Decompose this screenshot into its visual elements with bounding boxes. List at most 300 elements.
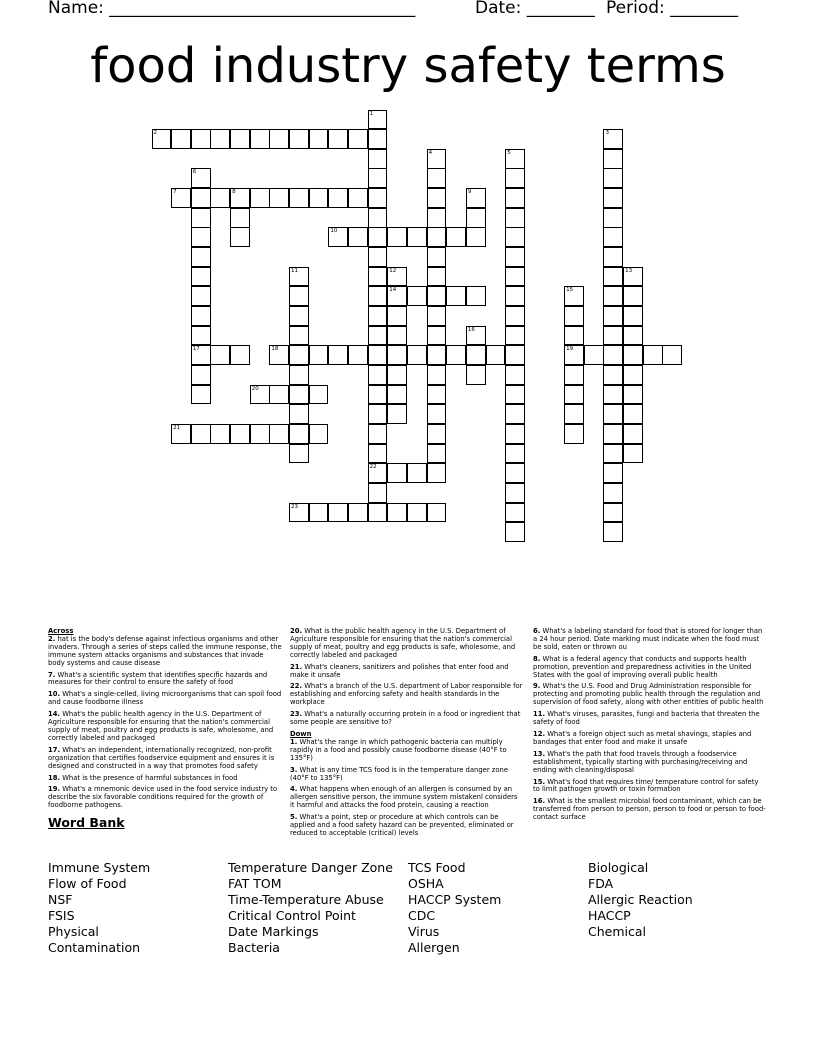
grid-cell[interactable] bbox=[643, 345, 663, 365]
grid-cell[interactable] bbox=[387, 286, 407, 306]
grid-cell[interactable] bbox=[191, 208, 211, 228]
grid-cell[interactable] bbox=[564, 365, 584, 385]
clue-number: 12. bbox=[533, 729, 546, 738]
grid-cell[interactable] bbox=[466, 286, 486, 306]
word-bank-item: HACCP System bbox=[408, 892, 502, 907]
grid-cell[interactable] bbox=[348, 345, 368, 365]
across-heading: Across bbox=[48, 627, 74, 635]
grid-cell[interactable] bbox=[348, 129, 368, 149]
grid-cell[interactable] bbox=[289, 424, 309, 444]
clue-text: What's an independent, internationally recognized, non-profit organization that certifies foodservice equipment and ensures it is designed and constructed in a way that promotes food safety bbox=[48, 745, 275, 770]
word-bank-item: Biological bbox=[588, 860, 649, 875]
grid-cell[interactable] bbox=[505, 168, 525, 188]
clue-text: hat is the body's defense against infectious organisms and other invaders. Through a series of steps called the immune response, the immune system attacks organisms and substances that invade body systems and cause disease bbox=[48, 634, 282, 667]
grid-cell[interactable] bbox=[407, 503, 427, 523]
grid-cell[interactable] bbox=[603, 286, 623, 306]
grid-cell[interactable] bbox=[505, 286, 525, 306]
grid-cell[interactable] bbox=[368, 188, 388, 208]
grid-cell[interactable] bbox=[289, 404, 309, 424]
clue-item bbox=[533, 628, 767, 652]
grid-cell[interactable] bbox=[368, 306, 388, 326]
grid-cell[interactable] bbox=[152, 129, 172, 149]
clue-text: What's the range in which pathogenic bacteria can multiply rapidly in a food and possibly cause foodborne disease (40°F to 135°F) bbox=[290, 737, 507, 762]
clues-column-3 bbox=[533, 628, 767, 826]
grid-cell[interactable] bbox=[623, 306, 643, 326]
grid-cell[interactable] bbox=[427, 365, 447, 385]
grid-cell[interactable] bbox=[603, 463, 623, 483]
grid-cell[interactable] bbox=[387, 503, 407, 523]
grid-cell[interactable] bbox=[368, 149, 388, 169]
grid-cell[interactable] bbox=[210, 424, 230, 444]
grid-cell[interactable] bbox=[269, 385, 289, 405]
grid-cell[interactable] bbox=[328, 345, 348, 365]
grid-cell[interactable] bbox=[505, 424, 525, 444]
grid-cell[interactable] bbox=[368, 444, 388, 464]
grid-cell[interactable] bbox=[191, 168, 211, 188]
grid-cell[interactable] bbox=[191, 345, 211, 365]
page-title: food industry safety terms bbox=[90, 38, 726, 94]
grid-cell[interactable] bbox=[289, 444, 309, 464]
clue-item bbox=[48, 711, 282, 743]
grid-cell[interactable] bbox=[427, 286, 447, 306]
grid-cell[interactable] bbox=[368, 208, 388, 228]
word-bank-item: Date Markings bbox=[228, 924, 319, 939]
clues-column-2 bbox=[290, 628, 524, 842]
period-field[interactable]: Period: ________ bbox=[606, 0, 739, 18]
word-bank-item: CDC bbox=[408, 908, 436, 923]
grid-cell[interactable] bbox=[191, 286, 211, 306]
clue-text: What's a naturally occurring protein in a food or ingredient that some people are sensitive to? bbox=[290, 710, 521, 727]
clue-number: 9 bbox=[467, 189, 472, 196]
grid-cell[interactable] bbox=[623, 326, 643, 346]
clue-item bbox=[48, 672, 282, 688]
grid-cell[interactable] bbox=[328, 129, 348, 149]
clue-number: 10 bbox=[330, 228, 338, 235]
clue-text: What's a scientific system that identifies specific hazards and measures for their control to ensure the safety of food bbox=[48, 670, 268, 687]
grid-cell[interactable] bbox=[505, 267, 525, 287]
grid-cell[interactable] bbox=[427, 188, 447, 208]
grid-cell[interactable] bbox=[427, 463, 447, 483]
clue-item bbox=[533, 751, 767, 775]
grid-cell[interactable] bbox=[564, 306, 584, 326]
clue-number: 23 bbox=[291, 503, 299, 510]
grid-cell[interactable] bbox=[269, 129, 289, 149]
clue-number: 20. bbox=[290, 627, 303, 635]
clue-item bbox=[533, 731, 767, 747]
grid-cell[interactable] bbox=[289, 503, 309, 523]
grid-cell[interactable] bbox=[348, 188, 368, 208]
grid-cell[interactable] bbox=[309, 129, 329, 149]
clue-item bbox=[48, 775, 282, 783]
grid-cell[interactable] bbox=[603, 385, 623, 405]
grid-cell[interactable] bbox=[623, 345, 643, 365]
word-bank-item: NSF bbox=[48, 892, 73, 907]
grid-cell[interactable] bbox=[368, 424, 388, 444]
down-heading: Down bbox=[290, 729, 312, 738]
clue-number: 3. bbox=[290, 765, 298, 774]
grid-cell[interactable] bbox=[662, 345, 682, 365]
clue-number: 17 bbox=[192, 346, 200, 353]
clue-text: What is the smallest microbial food contaminant, which can be transferred from person to person, person to food or person to food-contact surface bbox=[533, 797, 766, 822]
clue-item bbox=[290, 739, 524, 763]
grid-cell[interactable] bbox=[505, 522, 525, 542]
grid-cell[interactable] bbox=[210, 188, 230, 208]
grid-cell[interactable] bbox=[368, 345, 388, 365]
grid-cell[interactable] bbox=[623, 286, 643, 306]
clue-item bbox=[290, 786, 524, 810]
grid-cell[interactable] bbox=[171, 424, 191, 444]
grid-cell[interactable] bbox=[446, 286, 466, 306]
grid-cell[interactable] bbox=[368, 503, 388, 523]
grid-cell[interactable] bbox=[603, 227, 623, 247]
clue-number: 10. bbox=[48, 690, 61, 699]
clue-number: 22 bbox=[369, 464, 377, 471]
grid-cell[interactable] bbox=[289, 188, 309, 208]
grid-cell[interactable] bbox=[427, 247, 447, 267]
clue-number: 22. bbox=[290, 682, 303, 691]
grid-cell[interactable] bbox=[505, 326, 525, 346]
clue-text: What's a single-celled, living microorganisms that can spoil food and cause foodborne illness bbox=[48, 690, 282, 707]
grid-cell[interactable] bbox=[427, 227, 447, 247]
grid-cell[interactable] bbox=[191, 306, 211, 326]
grid-cell[interactable] bbox=[505, 149, 525, 169]
grid-cell[interactable] bbox=[387, 306, 407, 326]
grid-cell[interactable] bbox=[269, 188, 289, 208]
clue-text: What is the public health agency in the U.S. Department of Agriculture responsible for ensuring that the nation's commercial supply of meat, poultry and egg products is safe, wholesome, and correctly labeled and packaged bbox=[290, 627, 516, 659]
grid-cell[interactable] bbox=[230, 188, 250, 208]
grid-cell[interactable] bbox=[603, 149, 623, 169]
grid-cell[interactable] bbox=[427, 444, 447, 464]
clue-number: 18 bbox=[271, 346, 279, 353]
grid-cell[interactable] bbox=[603, 168, 623, 188]
grid-cell[interactable] bbox=[191, 424, 211, 444]
grid-cell[interactable] bbox=[603, 208, 623, 228]
word-bank-item: FAT TOM bbox=[228, 876, 282, 891]
clue-item bbox=[48, 786, 282, 810]
clue-number: 4 bbox=[428, 149, 433, 156]
clue-text: What's a mnemonic device used in the food service industry to describe the six favorable conditions required for the growth of foodborne pathogens. bbox=[48, 785, 278, 810]
clue-number: 23. bbox=[290, 710, 303, 719]
grid-cell[interactable] bbox=[289, 385, 309, 405]
grid-cell[interactable] bbox=[368, 286, 388, 306]
clue-item bbox=[290, 628, 524, 660]
grid-cell[interactable] bbox=[407, 463, 427, 483]
grid-cell[interactable] bbox=[368, 129, 388, 149]
grid-cell[interactable] bbox=[603, 345, 623, 365]
grid-cell[interactable] bbox=[250, 424, 270, 444]
clue-text: What's the U.S. Food and Drug Administration responsible for protecting and promoting public health through the regulation and supervision of food safety, along with other entities of public health bbox=[533, 682, 764, 707]
grid-cell[interactable] bbox=[603, 326, 623, 346]
grid-cell[interactable] bbox=[603, 188, 623, 208]
clue-item bbox=[290, 683, 524, 707]
grid-cell[interactable] bbox=[368, 110, 388, 130]
grid-cell[interactable] bbox=[466, 208, 486, 228]
clue-number: 2 bbox=[153, 130, 157, 137]
grid-cell[interactable] bbox=[250, 385, 270, 405]
grid-cell[interactable] bbox=[486, 345, 506, 365]
grid-cell[interactable] bbox=[387, 385, 407, 405]
clue-number: 19 bbox=[566, 346, 574, 353]
grid-cell[interactable] bbox=[505, 365, 525, 385]
word-bank-title: Word Bank bbox=[48, 815, 125, 830]
grid-cell[interactable] bbox=[387, 365, 407, 385]
grid-cell[interactable] bbox=[309, 345, 329, 365]
grid-cell[interactable] bbox=[603, 129, 623, 149]
grid-cell[interactable] bbox=[250, 129, 270, 149]
word-bank-item: Immune System bbox=[48, 860, 151, 875]
clue-number: 8 bbox=[232, 189, 236, 196]
grid-cell[interactable] bbox=[289, 129, 309, 149]
clue-number: 13. bbox=[533, 749, 546, 758]
clue-number: 1. bbox=[290, 737, 298, 746]
grid-cell[interactable] bbox=[466, 365, 486, 385]
grid-cell[interactable] bbox=[427, 168, 447, 188]
clue-text: What's the public health agency in the U.S. Department of Agriculture responsible for ensuring that the nation's commercial supply of meat, poultry and egg products is safe, wholesome, and correctly labeled and packaged bbox=[48, 710, 274, 742]
date-field[interactable]: Date: ________ bbox=[475, 0, 595, 18]
word-bank-item: Critical Control Point bbox=[228, 908, 356, 923]
grid-cell[interactable] bbox=[505, 503, 525, 523]
grid-cell[interactable] bbox=[603, 365, 623, 385]
grid-cell[interactable] bbox=[407, 286, 427, 306]
grid-cell[interactable] bbox=[446, 345, 466, 365]
clue-number: 15. bbox=[533, 777, 546, 786]
word-bank-item: Temperature Danger Zone bbox=[228, 860, 393, 875]
clue-item bbox=[290, 814, 524, 838]
grid-cell[interactable] bbox=[191, 247, 211, 267]
clue-number: 8. bbox=[533, 654, 541, 663]
clue-item bbox=[48, 636, 282, 668]
clue-item bbox=[290, 711, 524, 727]
grid-cell[interactable] bbox=[603, 522, 623, 542]
grid-cell[interactable] bbox=[368, 267, 388, 287]
clue-text: What's a labeling standard for food that is stored for longer than a 24 hour period. Date marking must indicate when the food must be sold, eaten or thrown ou bbox=[533, 627, 763, 651]
grid-cell[interactable] bbox=[564, 385, 584, 405]
grid-cell[interactable] bbox=[289, 326, 309, 346]
grid-cell[interactable] bbox=[269, 345, 289, 365]
grid-cell[interactable] bbox=[446, 227, 466, 247]
grid-cell[interactable] bbox=[407, 227, 427, 247]
grid-cell[interactable] bbox=[368, 227, 388, 247]
grid-cell[interactable] bbox=[603, 483, 623, 503]
grid-cell[interactable] bbox=[427, 267, 447, 287]
grid-cell[interactable] bbox=[505, 463, 525, 483]
grid-cell[interactable] bbox=[328, 227, 348, 247]
clue-number: 15 bbox=[566, 287, 574, 294]
grid-cell[interactable] bbox=[603, 404, 623, 424]
word-bank-item: OSHA bbox=[408, 876, 444, 891]
grid-cell[interactable] bbox=[230, 345, 250, 365]
grid-cell[interactable] bbox=[564, 404, 584, 424]
grid-cell[interactable] bbox=[309, 385, 329, 405]
grid-cell[interactable] bbox=[603, 267, 623, 287]
grid-cell[interactable] bbox=[427, 306, 447, 326]
clue-item bbox=[48, 691, 282, 707]
grid-cell[interactable] bbox=[348, 227, 368, 247]
grid-cell[interactable] bbox=[603, 306, 623, 326]
clue-number: 19. bbox=[48, 785, 61, 794]
grid-cell[interactable] bbox=[387, 345, 407, 365]
grid-cell[interactable] bbox=[230, 424, 250, 444]
clue-number: 2. bbox=[48, 634, 56, 643]
grid-cell[interactable] bbox=[309, 424, 329, 444]
grid-cell[interactable] bbox=[505, 306, 525, 326]
clue-text: What is any time TCS food is in the temperature danger zone (40°F to 135°F) bbox=[290, 765, 509, 782]
grid-cell[interactable] bbox=[191, 326, 211, 346]
grid-cell[interactable] bbox=[623, 404, 643, 424]
grid-cell[interactable] bbox=[427, 345, 447, 365]
grid-cell[interactable] bbox=[427, 424, 447, 444]
grid-cell[interactable] bbox=[584, 345, 604, 365]
grid-cell[interactable] bbox=[250, 188, 270, 208]
clue-number: 16 bbox=[467, 326, 475, 333]
grid-cell[interactable] bbox=[230, 208, 250, 228]
clue-item bbox=[533, 798, 767, 822]
grid-cell[interactable] bbox=[191, 365, 211, 385]
grid-cell[interactable] bbox=[505, 345, 525, 365]
grid-cell[interactable] bbox=[564, 286, 584, 306]
word-bank-item: HACCP bbox=[588, 908, 631, 923]
grid-cell[interactable] bbox=[603, 444, 623, 464]
clue-number: 5. bbox=[290, 813, 298, 822]
grid-cell[interactable] bbox=[191, 267, 211, 287]
grid-cell[interactable] bbox=[466, 345, 486, 365]
word-bank-item: FSIS bbox=[48, 908, 75, 923]
grid-cell[interactable] bbox=[289, 286, 309, 306]
clue-number: 9. bbox=[533, 682, 541, 691]
grid-cell[interactable] bbox=[623, 385, 643, 405]
word-bank-item: Allergic Reaction bbox=[588, 892, 693, 907]
grid-cell[interactable] bbox=[387, 326, 407, 346]
grid-cell[interactable] bbox=[505, 385, 525, 405]
grid-cell[interactable] bbox=[623, 424, 643, 444]
grid-cell[interactable] bbox=[191, 227, 211, 247]
grid-cell[interactable] bbox=[368, 463, 388, 483]
grid-cell[interactable] bbox=[564, 424, 584, 444]
grid-cell[interactable] bbox=[427, 208, 447, 228]
clue-number: 6. bbox=[533, 627, 541, 635]
clue-text: What's a foreign object such as metal shavings, staples and bandages that enter food and make it unsafe bbox=[533, 729, 752, 746]
grid-cell[interactable] bbox=[387, 267, 407, 287]
grid-cell[interactable] bbox=[623, 444, 643, 464]
grid-cell[interactable] bbox=[564, 326, 584, 346]
grid-cell[interactable] bbox=[368, 483, 388, 503]
grid-cell[interactable] bbox=[623, 267, 643, 287]
grid-cell[interactable] bbox=[289, 306, 309, 326]
grid-cell[interactable] bbox=[171, 129, 191, 149]
grid-cell[interactable] bbox=[191, 385, 211, 405]
grid-cell[interactable] bbox=[368, 404, 388, 424]
grid-cell[interactable] bbox=[387, 227, 407, 247]
clue-item bbox=[290, 767, 524, 783]
clue-text: What happens when enough of an allergen is consumed by an allergen sensitive person, the immune system mistakenl considers it harmful and attacks the food protein, causing a reaction bbox=[290, 785, 518, 810]
grid-cell[interactable] bbox=[171, 188, 191, 208]
grid-cell[interactable] bbox=[603, 503, 623, 523]
grid-cell[interactable] bbox=[466, 227, 486, 247]
grid-cell[interactable] bbox=[427, 326, 447, 346]
clue-number: 17. bbox=[48, 745, 61, 754]
grid-cell[interactable] bbox=[309, 188, 329, 208]
grid-cell[interactable] bbox=[210, 129, 230, 149]
clue-text: What's a point, step or procedure at which controls can be applied and a food safety hazard can be prevented, eliminated or reduced to acceptable (critical) levels bbox=[290, 813, 514, 837]
grid-cell[interactable] bbox=[387, 404, 407, 424]
grid-cell[interactable] bbox=[466, 188, 486, 208]
word-bank-item: FDA bbox=[588, 876, 614, 891]
clue-number: 14. bbox=[48, 710, 61, 719]
clue-number: 11. bbox=[533, 710, 546, 719]
grid-cell[interactable] bbox=[230, 129, 250, 149]
clue-number: 3 bbox=[605, 130, 609, 137]
grid-cell[interactable] bbox=[191, 129, 211, 149]
clue-text: What is a federal agency that conducts and supports health promotion, prevention and preparedness activities in the United States with the goal of improving overall public health bbox=[533, 654, 752, 679]
clue-number: 1 bbox=[369, 110, 374, 117]
grid-cell[interactable] bbox=[309, 503, 329, 523]
name-field[interactable]: Name: ____________________________________ bbox=[48, 0, 416, 18]
grid-cell[interactable] bbox=[505, 227, 525, 247]
clue-item bbox=[533, 656, 767, 680]
grid-cell[interactable] bbox=[289, 345, 309, 365]
clue-number: 7 bbox=[173, 189, 177, 196]
grid-cell[interactable] bbox=[505, 208, 525, 228]
grid-cell[interactable] bbox=[368, 247, 388, 267]
grid-cell[interactable] bbox=[368, 365, 388, 385]
grid-cell[interactable] bbox=[427, 404, 447, 424]
clue-text: What is the presence of harmful substances in food bbox=[60, 773, 238, 782]
clue-text: What's a branch of the U.S. department of Labor responsible for establishing and enforcing safety and health standards in the workplace bbox=[290, 682, 523, 707]
clue-number: 6 bbox=[192, 169, 197, 176]
grid-cell[interactable] bbox=[368, 385, 388, 405]
grid-cell[interactable] bbox=[505, 444, 525, 464]
clue-number: 5 bbox=[507, 149, 511, 156]
clue-number: 13 bbox=[625, 267, 633, 274]
grid-cell[interactable] bbox=[466, 326, 486, 346]
grid-cell[interactable] bbox=[289, 267, 309, 287]
clue-number: 7. bbox=[48, 670, 56, 679]
grid-cell[interactable] bbox=[230, 227, 250, 247]
grid-cell[interactable] bbox=[505, 188, 525, 208]
clue-item bbox=[48, 747, 282, 771]
clue-item bbox=[533, 683, 767, 707]
grid-cell[interactable] bbox=[368, 168, 388, 188]
grid-cell[interactable] bbox=[427, 149, 447, 169]
grid-cell[interactable] bbox=[623, 365, 643, 385]
grid-cell[interactable] bbox=[427, 385, 447, 405]
grid-cell[interactable] bbox=[505, 247, 525, 267]
grid-cell[interactable] bbox=[603, 424, 623, 444]
clue-text: What's the path that food travels through a foodservice establishment, typically starting with purchasing/receiving and ending with cleaning/disposal bbox=[533, 749, 748, 774]
grid-cell[interactable] bbox=[210, 345, 230, 365]
grid-cell[interactable] bbox=[191, 188, 211, 208]
word-bank-item: Chemical bbox=[588, 924, 646, 939]
grid-cell[interactable] bbox=[269, 424, 289, 444]
grid-cell[interactable] bbox=[328, 188, 348, 208]
grid-cell[interactable] bbox=[289, 365, 309, 385]
word-bank-item: Flow of Food bbox=[48, 876, 127, 891]
grid-cell[interactable] bbox=[427, 503, 447, 523]
word-bank-item: Physical bbox=[48, 924, 99, 939]
grid-cell[interactable] bbox=[368, 326, 388, 346]
grid-cell[interactable] bbox=[505, 483, 525, 503]
grid-cell[interactable] bbox=[328, 503, 348, 523]
clue-item bbox=[533, 779, 767, 795]
clue-number: 20 bbox=[251, 385, 259, 392]
grid-cell[interactable] bbox=[407, 345, 427, 365]
grid-cell[interactable] bbox=[348, 503, 368, 523]
grid-cell[interactable] bbox=[603, 247, 623, 267]
grid-cell[interactable] bbox=[387, 463, 407, 483]
clue-number: 21. bbox=[290, 662, 303, 671]
grid-cell[interactable] bbox=[564, 345, 584, 365]
grid-cell[interactable] bbox=[505, 404, 525, 424]
